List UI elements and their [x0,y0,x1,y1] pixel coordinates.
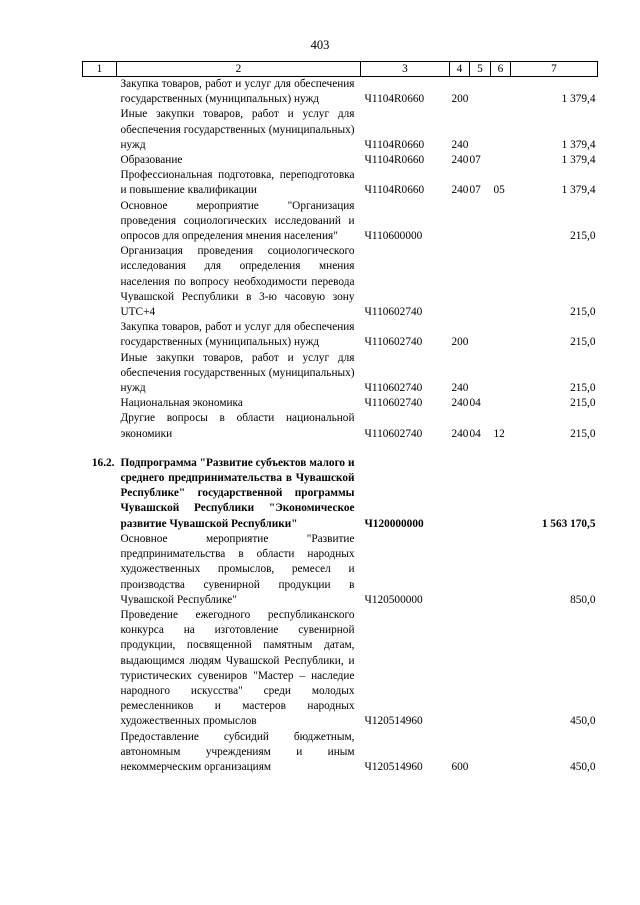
row-name: Закупка товаров, работ и услуг для обеспечения государственных (муниципальных) нужд [120,321,355,349]
table-row [83,456,598,532]
row-subsection [491,608,511,730]
row-number [83,244,117,320]
row-target-code: Ч1104R0660 [364,93,425,106]
row-target-code: Ч110602740 [364,397,423,410]
row-number [83,396,117,411]
row-section: 07 [469,154,481,167]
row-section: 07 [469,184,481,197]
row-name: Основное мероприятие "Развитие предпринимательства в области народных художественных промыслов, ремесел и производства сувенирной продукции в Чувашской Республике" [120,532,355,606]
row-number [83,532,117,608]
row-name: Организация проведения социологического исследования для определения мнения населения по вопросу необходимости перевода Чувашской Республики в 3-ю часовую зону UTC+4 [120,245,355,319]
row-section [470,608,491,730]
row-subsection [491,351,511,397]
row-amount: 1 379,4 [561,93,596,106]
row-number [83,608,117,730]
row-amount: 1 379,4 [561,154,596,167]
row-expense-type: 600 [451,760,469,773]
row-name: Основное мероприятие "Организация проведения социологических исследований и опросов для определения мнения населения" [120,199,355,243]
table-row [83,730,598,776]
row-name: Национальная экономика [120,397,243,410]
row-name: Проведение ежегодного республиканского конкурса на изготовление сувенирной продукции, посвященной памятным датам, выдающимся людям Чувашской Республики, и туристических сувениров "Мастер – наследие народного искусства" среди молодых ремесленников и мастеров народных художественных промыслов [120,608,355,728]
row-amount: 1 379,4 [561,184,596,197]
row-number [83,351,117,397]
row-number [83,107,117,153]
row-name: Образование [120,154,183,167]
row-name: Профессиональная подготовка, переподготовка и повышение квалификации [120,169,355,197]
table-row [83,77,598,108]
table-row [83,199,598,245]
row-expense-type [450,532,470,608]
row-name: Иные закупки товаров, работ и услуг для обеспечения государственных (муниципальных) нужд [120,351,355,395]
table-row [83,608,598,730]
table-row [83,168,598,198]
row-expense-type [450,244,470,320]
header-col-6: 6 [491,62,511,77]
row-section [470,730,491,776]
row-amount: 1 379,4 [561,138,596,151]
row-name: Другие вопросы в области национальной экономики [120,412,355,440]
row-target-code: Ч1104R0660 [364,138,425,151]
row-expense-type: 240 [451,184,469,197]
row-number [83,320,117,350]
header-col-1: 1 [83,62,117,77]
row-subsection: 12 [493,427,505,440]
row-number [83,730,117,776]
row-target-code: Ч120000000 [364,517,424,530]
table-header [83,62,598,77]
row-section [470,320,491,350]
spacer-cell [83,442,598,456]
row-expense-type: 240 [451,138,469,151]
row-section [470,199,491,245]
row-subsection: 05 [493,184,505,197]
row-section [470,351,491,397]
row-section: 04 [469,427,481,440]
row-expense-type [450,199,470,245]
header-col-5: 5 [470,62,491,77]
table-spacer-row [83,442,598,456]
header-col-2: 2 [117,62,361,77]
row-number: 16.2. [91,456,115,469]
row-section [470,456,491,532]
row-subsection [491,107,511,153]
row-number [83,411,117,441]
row-subsection [491,456,511,532]
table-row [83,351,598,397]
row-amount: 215,0 [570,382,596,395]
page-number: 403 [310,38,330,52]
row-amount: 215,0 [570,397,596,410]
table-row [83,320,598,350]
table-row [83,107,598,153]
row-target-code: Ч1104R0660 [364,154,425,167]
header-col-7: 7 [511,62,598,77]
row-target-code: Ч110602740 [364,427,423,440]
row-target-code: Ч120514960 [364,760,423,773]
row-name: Подпрограмма "Развитие субъектов малого и среднего предпринимательства в Чувашской Республике" государственной программы Чувашской Республики "Экономическое развитие Чувашской Республики" [120,456,355,530]
row-name: Предоставление субсидий бюджетным, автономным учреждениям и иным некоммерческим организациям [120,730,355,773]
row-expense-type: 240 [451,154,469,167]
row-subsection [491,199,511,245]
budget-table [82,61,598,775]
table-row [83,153,598,168]
row-amount: 450,0 [570,760,596,773]
row-amount: 215,0 [570,427,596,440]
row-section [470,532,491,608]
row-expense-type: 240 [451,427,469,440]
row-target-code: Ч110600000 [364,230,423,243]
table-row [83,396,598,411]
table-row [83,532,598,608]
row-amount: 215,0 [570,336,596,349]
row-target-code: Ч1104R0660 [364,184,425,197]
row-name: Иные закупки товаров, работ и услуг для обеспечения государственных (муниципальных) нужд [120,108,355,151]
header-col-3: 3 [361,62,450,77]
row-amount: 450,0 [570,715,596,728]
table-row [83,411,598,441]
table-body [83,77,598,776]
row-subsection [491,730,511,776]
row-amount: 215,0 [570,230,596,243]
row-subsection [491,320,511,350]
row-amount: 215,0 [570,306,596,319]
row-subsection [491,396,511,411]
row-number [83,77,117,108]
row-target-code: Ч120514960 [364,715,423,728]
row-expense-type [450,456,470,532]
row-section [470,77,491,108]
row-expense-type: 200 [451,93,469,106]
row-expense-type [450,608,470,730]
row-expense-type: 240 [451,382,469,395]
table-row [83,244,598,320]
header-col-4: 4 [450,62,470,77]
row-target-code: Ч110602740 [364,336,423,349]
row-number [83,153,117,168]
row-subsection [491,77,511,108]
row-subsection [491,153,511,168]
row-section [470,107,491,153]
row-subsection [491,532,511,608]
row-expense-type: 200 [451,336,469,349]
row-target-code: Ч110602740 [364,306,423,319]
row-name: Закупка товаров, работ и услуг для обеспечения государственных (муниципальных) нужд [120,78,355,106]
row-section: 04 [469,397,481,410]
row-amount: 850,0 [570,593,596,606]
row-target-code: Ч120500000 [364,593,423,606]
row-number [83,168,117,198]
row-subsection [491,244,511,320]
row-section [470,244,491,320]
row-target-code: Ч110602740 [364,382,423,395]
row-number [83,199,117,245]
row-amount: 1 563 170,5 [541,517,596,530]
row-expense-type: 240 [451,397,469,410]
